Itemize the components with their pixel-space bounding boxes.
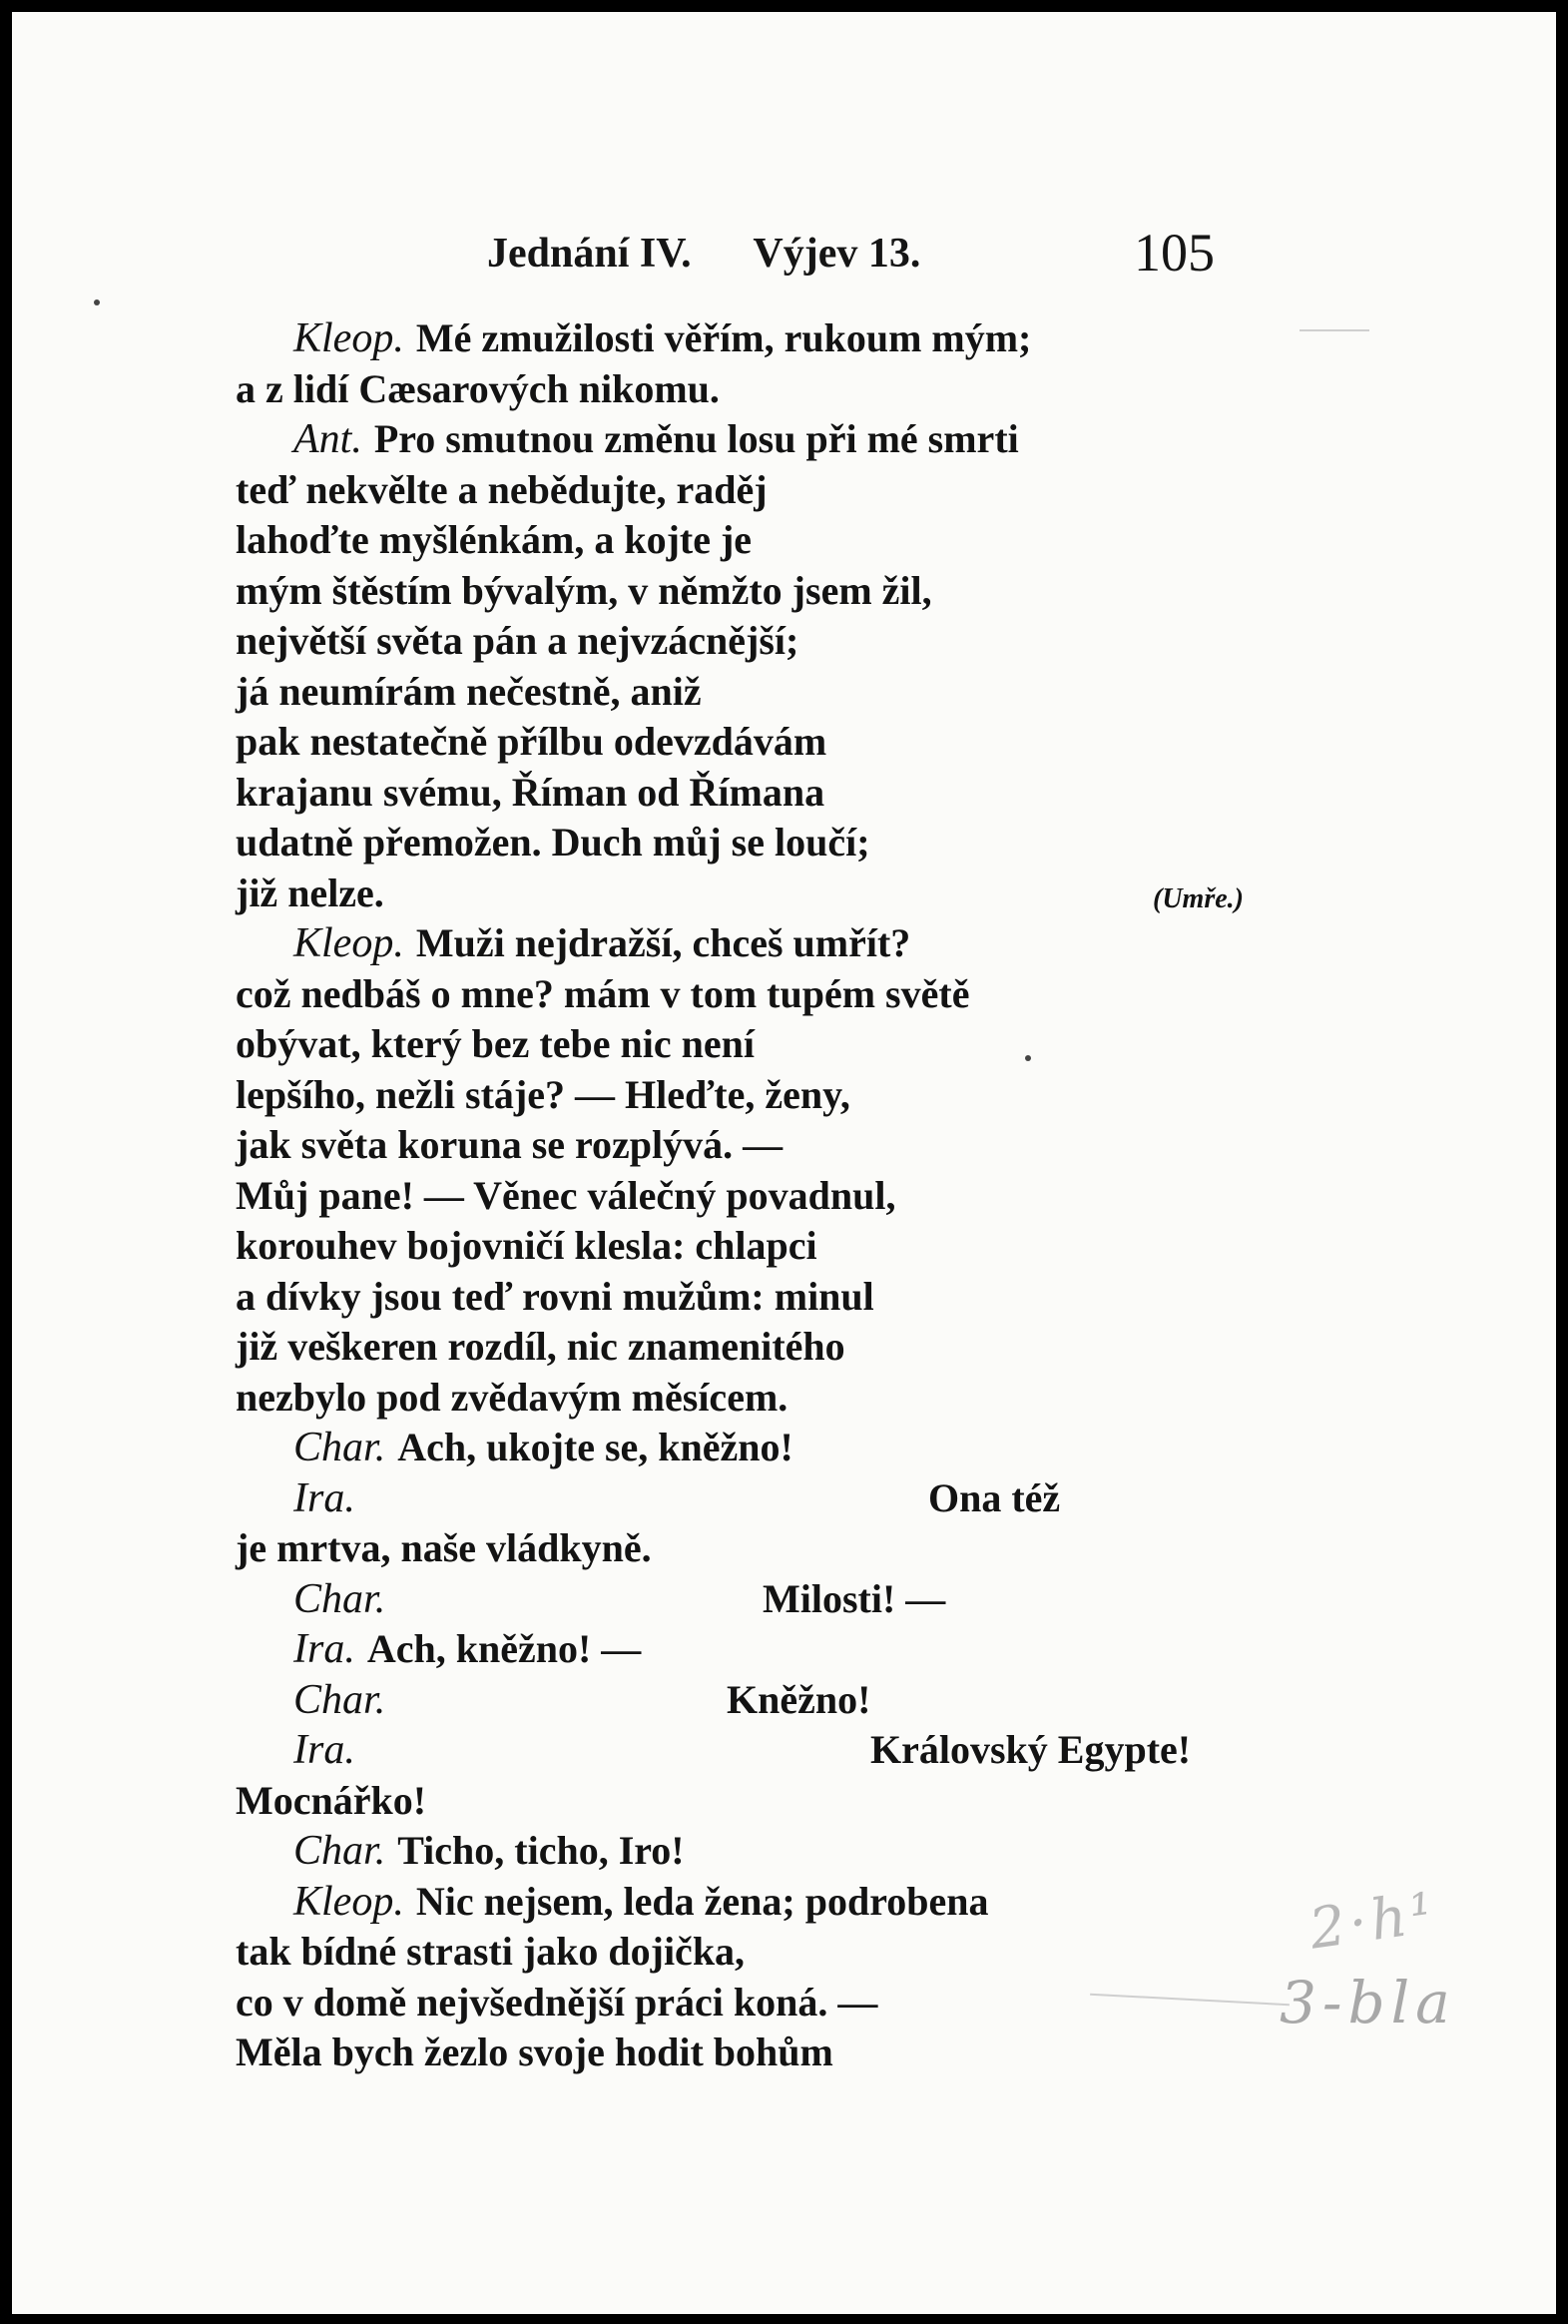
- verse-text: Nic nejsem, leda žena; podrobena: [415, 1878, 989, 1924]
- verse-line: [236, 1171, 1244, 1222]
- verse-text: lepšího, nežli stáje? — Hleďte, ženy,: [236, 1071, 850, 1117]
- verse-line: [236, 1423, 1244, 1473]
- verse-line: [236, 1675, 1244, 1726]
- verse-line: [236, 1725, 1244, 1776]
- verse-line: [236, 364, 1244, 415]
- verse-line: [236, 1221, 1244, 1272]
- verse-text: Ach, ukojte se, kněžno!: [397, 1425, 793, 1469]
- verse-text: Milosti! —: [763, 1575, 946, 1621]
- verse-line: [236, 1322, 1244, 1373]
- verse-text: Muži nejdražší, chceš umřít?: [415, 920, 911, 965]
- pencil-annotation: 3-bla: [1280, 1969, 1456, 2036]
- verse-line: [236, 515, 1244, 566]
- verse-text: a z lidí Cæsarových nikomu.: [236, 365, 720, 411]
- verse-text: pak nestatečně přílbu odevzdávám: [236, 719, 827, 764]
- verse-text: Měla bych žezlo svoje hodit bohům: [236, 2030, 833, 2074]
- verse-text: již veškeren rozdíl, nic znamenitého: [236, 1324, 845, 1369]
- verse-text: Mocnářko!: [236, 1777, 427, 1823]
- speaker-name: Kleop.: [293, 315, 404, 361]
- verse-text: udatně přemožen. Duch můj se loučí;: [236, 820, 870, 865]
- stage-direction: (Umře.): [1153, 882, 1244, 914]
- verse-line: [236, 1877, 1244, 1928]
- verse-text: jak světa koruna se rozplývá. —: [236, 1122, 784, 1167]
- verse-line: [236, 1272, 1244, 1323]
- verse-line: [236, 1776, 1244, 1827]
- verse-text: Pro smutnou změnu losu při mé smrti: [373, 416, 1019, 461]
- speaker-name: Char.: [293, 1828, 386, 1874]
- verse-text: korouhev bojovničí klesla: chlapci: [236, 1223, 817, 1268]
- book-page: [12, 12, 1556, 2314]
- verse-text: Ticho, ticho, Iro!: [397, 1828, 685, 1873]
- verse-text: teď nekvělte a nebědujte, raděj: [236, 466, 768, 512]
- verse-text: je mrtva, naše vládkyně.: [236, 1525, 652, 1570]
- verse-text: Mé zmužilosti věřím, rukoum mým;: [415, 315, 1032, 360]
- verse-line: [236, 717, 1244, 768]
- verse-line: [236, 1070, 1244, 1121]
- verse-line: [236, 2028, 1244, 2078]
- verse-text: tak bídné strasti jako dojička,: [236, 1929, 746, 1974]
- verse-line: [236, 667, 1244, 718]
- verse-text: již nelze.: [236, 870, 384, 915]
- speaker-name: Ant.: [293, 416, 362, 462]
- verse-line: [236, 768, 1244, 819]
- speaker-name: Ira.: [293, 1474, 355, 1521]
- speaker-name: Char.: [293, 1676, 386, 1723]
- verse-line: [236, 1373, 1244, 1424]
- verse-line: [236, 1927, 1244, 1978]
- page-header: [12, 222, 1556, 282]
- verse-line: [236, 1574, 1244, 1625]
- verse-line: [236, 869, 1244, 919]
- verse-text: Ach, kněžno! —: [366, 1626, 642, 1671]
- speaker-name: Char.: [293, 1575, 386, 1622]
- verse-text: Můj pane! — Věnec válečný povadnul,: [236, 1172, 896, 1218]
- verse-line: [236, 1473, 1244, 1524]
- verse-line: [236, 1120, 1244, 1171]
- speaker-name: Kleop.: [293, 1878, 404, 1925]
- verse-line: [236, 1019, 1244, 1070]
- speaker-name: Ira.: [293, 1626, 355, 1672]
- verse-text: nezbylo pod zvědavým měsícem.: [236, 1374, 788, 1420]
- verse-text: lahoďte myšlénkám, a kojte je: [236, 517, 753, 562]
- scene-label: Výjev 13.: [753, 231, 921, 277]
- verse-line: [236, 1523, 1244, 1574]
- verse-text: největší světa pán a nejvzácnější;: [236, 618, 799, 663]
- speaker-name: Kleop.: [293, 920, 404, 966]
- verse-text: mým štěstím bývalým, v němžto jsem žil,: [236, 567, 932, 613]
- verse-text: krajanu svému, Říman od Římana: [236, 769, 825, 815]
- play-text: [236, 313, 1244, 2078]
- verse-text: Ona též: [928, 1474, 1061, 1520]
- verse-line: [236, 566, 1244, 617]
- speck: [94, 299, 100, 305]
- verse-line: [236, 616, 1244, 667]
- verse-line: [236, 313, 1244, 364]
- verse-line: [236, 918, 1244, 969]
- act-label: Jednání IV.: [487, 231, 692, 277]
- verse-text: já neumírám nečestně, aniž: [236, 668, 702, 714]
- verse-line: [236, 1826, 1244, 1877]
- page-number: 105: [1134, 223, 1215, 283]
- verse-line: [236, 1624, 1244, 1675]
- verse-line: [236, 414, 1244, 465]
- verse-text: což nedbáš o mne? mám v tom tupém světě: [236, 970, 970, 1016]
- running-head: [487, 230, 920, 278]
- verse-text: Kněžno!: [727, 1676, 871, 1722]
- verse-line: [236, 818, 1244, 869]
- pencil-annotation: 2·h¹: [1306, 1880, 1441, 1963]
- verse-text: Královský Egypte!: [870, 1727, 1192, 1772]
- speck: [1025, 1055, 1031, 1061]
- verse-text: a dívky jsou teď rovni mužům: minul: [236, 1273, 874, 1319]
- verse-line: [236, 969, 1244, 1020]
- verse-line: [236, 465, 1244, 516]
- verse-text: co v domě nejvšednější práci koná. —: [236, 1979, 878, 2025]
- speaker-name: Ira.: [293, 1727, 355, 1773]
- speaker-name: Char.: [293, 1425, 386, 1470]
- pencil-stroke: [1300, 329, 1369, 331]
- verse-text: obývat, který bez tebe nic není: [236, 1021, 755, 1066]
- verse-line: [236, 1978, 1244, 2029]
